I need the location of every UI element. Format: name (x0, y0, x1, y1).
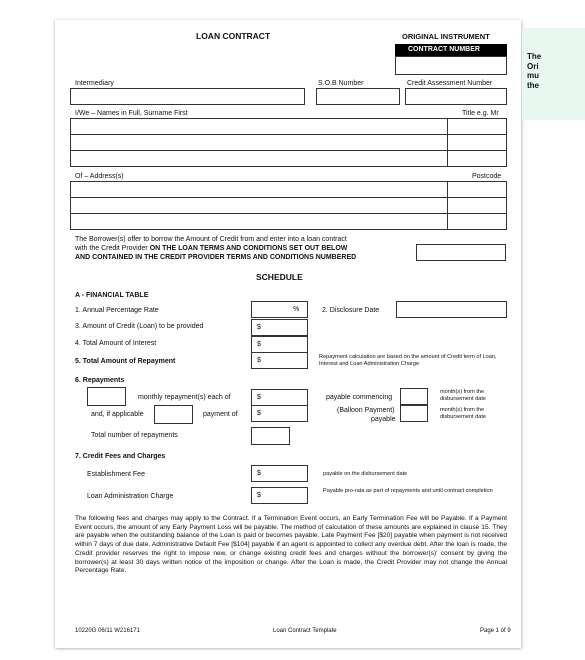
footer-code: 10220G 06/11 W216171 (75, 628, 140, 634)
title-label: Title e.g. Mr (462, 110, 499, 117)
total-interest-label: 4. Total Amount of Interest (75, 340, 157, 347)
intermediary-label: Intermediary (75, 80, 114, 87)
amount-credit-label: 3. Amount of Credit (Loan) to be provided (75, 323, 204, 330)
contract-number-header: CONTRACT NUMBER (395, 44, 507, 56)
loan-admin-note: Payable pro-rata as part of repayments and until contract completion (323, 488, 493, 494)
repayments-count-field[interactable] (87, 387, 126, 406)
disclosure-date-label: 2. Disclosure Date (322, 307, 380, 314)
side-tooltip-text: The Ori mu the (527, 52, 542, 90)
offer-line-3: AND CONTAINED IN THE CREDIT PROVIDER TERMS AND CONDITIONS NUMBERED (75, 254, 357, 261)
payment-of-label: payment of (203, 411, 238, 418)
footer-template: Loan Contract Template (273, 628, 337, 634)
disclosure-date-field[interactable] (396, 301, 507, 318)
offer-line-1: The Borrower(s) offer to borrow the Amount of Credit from and enter into a loan contract (75, 236, 347, 243)
loan-admin-label: Loan Administration Charge (87, 493, 174, 500)
footer-page-number: Page 1 of 9 (480, 628, 511, 634)
address-table[interactable] (70, 181, 507, 230)
months-from-field-1[interactable] (400, 388, 428, 405)
offer-line-2: with the Credit Provider ON THE LOAN TERMS AND CONDITIONS SET OUT BELOW (75, 245, 348, 252)
balloon-payment-label: (Balloon Payment) (337, 407, 395, 414)
establishment-fee-label: Establishment Fee (87, 471, 145, 478)
total-interest-field[interactable]: $ (251, 336, 308, 353)
total-repayments-field[interactable] (251, 427, 290, 445)
contract-number-field[interactable] (395, 56, 507, 75)
payable-commencing-label: payable commencing (326, 394, 393, 401)
financial-table-heading: A - FINANCIAL TABLE (75, 292, 149, 299)
repayments-heading: 6. Repayments (75, 377, 125, 384)
loan-admin-field[interactable]: $ (251, 487, 308, 504)
credit-assessment-label: Credit Assessment Number (407, 80, 493, 87)
terms-number-field[interactable] (416, 244, 506, 261)
credit-assessment-field[interactable] (405, 88, 507, 105)
annual-rate-label: 1. Annual Percentage Rate (75, 307, 159, 314)
document-title: LOAN CONTRACT (196, 31, 271, 41)
credit-fees-heading: 7. Credit Fees and Charges (75, 453, 166, 460)
amount-credit-field[interactable]: $ (251, 319, 308, 336)
establishment-fee-note: payable on the disbursement date (323, 471, 408, 477)
postcode-label: Postcode (472, 173, 502, 180)
establishment-fee-field[interactable]: $ (251, 465, 308, 482)
intermediary-field[interactable] (70, 88, 305, 105)
months-from-note-1: month(s) from the disbursement date (440, 389, 487, 403)
monthly-amount-field[interactable]: $ (251, 389, 308, 406)
total-repayments-label: Total number of repayments (91, 432, 178, 439)
sob-number-field[interactable] (316, 88, 400, 105)
total-repayment-label: 5. Total Amount of Repayment (75, 358, 176, 365)
fees-paragraph: The following fees and charges may apply to the Contract. If a Termination Event occurs, an Early Termination Fee will be Payable. If a Payment Event occurs, the amount of any Early Payment Loss will be payable. The method of calculation of these amounts are explained in clause 15. They are payable when the outstanding balance of the Loan is paid or becomes payable. Late Payment Fee [$20] payable when payment is not received within 7 days of due date. Administrative Default Fee [$104] payable if an agent is appointed to collect any overdue debt. After the loan is made, the Credit provider reserves the right to impose new, or change existing credit fees and charges without the borrower(s)' consent by giving the borrower(s) at least 30 days written notice of the imposition or change. After the Loan is made, the Credit Provider may not change the Annual Percentage Rate. (75, 515, 507, 575)
repayment-note: Repayment calculation are based on the amount of Credit term of Loan, Interest and Loan Administration Charge (319, 354, 497, 368)
annual-rate-field[interactable]: % (251, 301, 308, 318)
monthly-each-label: monthly repayment(s) each of (138, 394, 231, 401)
and-if-applicable-label: and, if applicable (91, 411, 144, 418)
address-label: Of – Address(s) (75, 173, 124, 180)
original-instrument-label: ORIGINAL INSTRUMENT (402, 32, 490, 41)
balloon-count-field[interactable] (154, 405, 193, 424)
total-repayment-field[interactable]: $ (251, 352, 308, 369)
names-table[interactable] (70, 118, 507, 167)
document-page (55, 20, 521, 648)
balloon-amount-field[interactable]: $ (251, 405, 308, 422)
months-from-field-2[interactable] (400, 405, 428, 422)
balloon-payable-label: payable (371, 416, 396, 423)
sob-number-label: S.O.B Number (318, 80, 364, 87)
names-label: I/We – Names in Full, Surname First (75, 110, 188, 117)
months-from-note-2: month(s) from the disbursement date (440, 407, 487, 421)
schedule-title: SCHEDULE (256, 272, 303, 282)
